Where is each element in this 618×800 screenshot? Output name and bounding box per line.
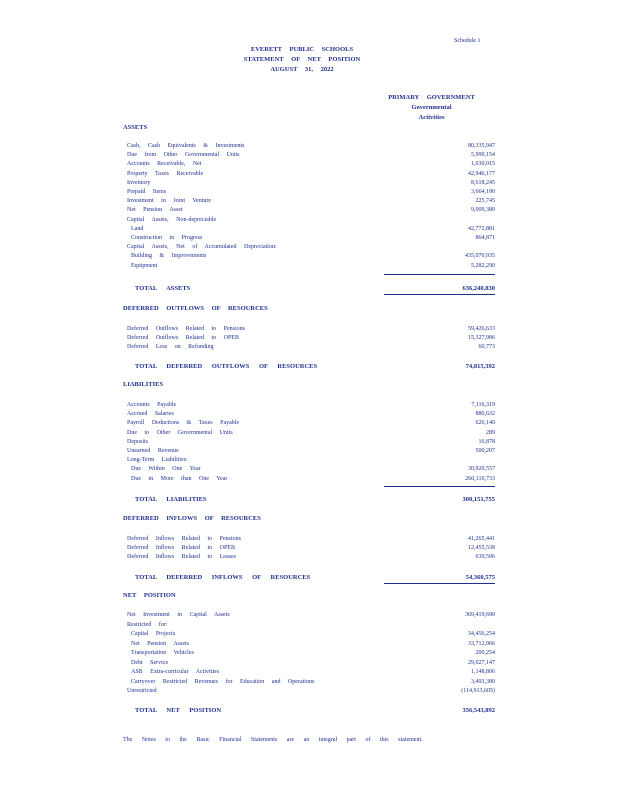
line-item-label: Inventory bbox=[127, 179, 151, 186]
line-item-row bbox=[123, 401, 495, 410]
total-net-position-row bbox=[123, 706, 495, 716]
line-item-row bbox=[123, 456, 495, 465]
line-item-value: 260,110,733 bbox=[465, 475, 495, 482]
line-item-row bbox=[123, 252, 495, 261]
line-item-label: Prepaid Items bbox=[127, 189, 167, 195]
line-item-value: 500,207 bbox=[475, 448, 495, 454]
column-header-governmental: Governmental bbox=[411, 104, 452, 111]
line-item-value: 60,773 bbox=[478, 344, 495, 351]
line-item-row bbox=[123, 438, 495, 447]
line-item-label: Accrued Salaries bbox=[127, 411, 174, 418]
line-item-value: 30,920,557 bbox=[468, 466, 495, 473]
line-item-row bbox=[123, 243, 495, 252]
line-item-row bbox=[123, 160, 495, 169]
line-item-row bbox=[123, 419, 495, 428]
line-item-row bbox=[123, 170, 495, 179]
line-item-label: Deferred Inflows Related to OPEB bbox=[127, 545, 235, 552]
line-item-value: 639,596 bbox=[475, 554, 495, 561]
line-item-value: 33,712,966 bbox=[468, 640, 495, 647]
line-item-label: Net Pension Asset bbox=[127, 207, 183, 214]
line-item-label: Deferred Outflows Related to Pensions bbox=[127, 326, 245, 332]
line-item-value: 880,632 bbox=[475, 411, 495, 418]
line-item-value: 369,419,690 bbox=[465, 612, 495, 618]
line-item-label: Building & Improvements bbox=[131, 253, 207, 260]
section-title-net-position: NET POSITION bbox=[123, 592, 176, 599]
line-item-row bbox=[123, 678, 495, 687]
total-assets-row bbox=[123, 284, 495, 294]
line-item-value: 3,493,380 bbox=[471, 678, 495, 685]
line-item-row bbox=[123, 234, 495, 243]
total-liabilities-label: TOTAL LIABILITIES bbox=[135, 496, 207, 503]
line-item-row bbox=[123, 621, 495, 630]
line-item-label: Land bbox=[131, 225, 144, 232]
line-item-row bbox=[123, 216, 495, 225]
line-item-value: 1,148,806 bbox=[471, 669, 495, 675]
statement-date: AUGUST 31, 2022 bbox=[270, 66, 334, 73]
line-item-row bbox=[123, 429, 495, 438]
line-item-row bbox=[123, 535, 495, 544]
section-title-deferred-outflows: DEFERRED OUTFLOWS OF RESOURCES bbox=[123, 305, 268, 312]
entity-name: EVERETT PUBLIC SCHOOLS bbox=[250, 46, 354, 53]
section-title-assets: ASSETS bbox=[123, 124, 148, 131]
line-item-label: Construction in Progress bbox=[131, 235, 203, 241]
line-item-value: 289 bbox=[486, 429, 495, 436]
line-item-row bbox=[123, 197, 495, 206]
line-item-value: 8,618,245 bbox=[471, 179, 495, 186]
line-item-row bbox=[123, 225, 495, 234]
line-item-value: 34,456,254 bbox=[468, 631, 495, 637]
line-item-row bbox=[123, 544, 495, 553]
line-item-row bbox=[123, 465, 495, 474]
schedule-label: Schedule 1 bbox=[454, 38, 481, 44]
line-item-label: Cash, Cash Equivalents & Investments bbox=[127, 143, 245, 149]
footnote: The Notes to the Basic Financial Statements are an integral part of this statement. bbox=[123, 737, 423, 743]
line-item-row bbox=[123, 649, 495, 658]
line-item-row bbox=[123, 611, 495, 620]
total-net-position-value: 356,543,892 bbox=[462, 707, 495, 714]
line-item-value: 3,664,190 bbox=[471, 189, 495, 195]
line-item-label: Capital Projects bbox=[131, 631, 176, 637]
total-assets-label: TOTAL ASSETS bbox=[135, 285, 191, 292]
line-item-label: Net Investment in Capital Assets bbox=[127, 612, 230, 618]
line-item-label: Carryover Restricted Revenues for Education and Operations bbox=[131, 678, 315, 685]
line-item-label: Due in More than One Year bbox=[131, 475, 228, 482]
line-item-label: Transportation Vehicles bbox=[131, 650, 194, 656]
line-item-value: 225,745 bbox=[475, 198, 495, 205]
line-item-row bbox=[123, 687, 495, 696]
line-item-value: 41,265,441 bbox=[468, 536, 495, 542]
line-item-label: Capital Assets, Non-depreciable bbox=[127, 216, 217, 223]
line-item-value: 29,027,147 bbox=[468, 659, 495, 666]
line-item-value: 5,282,290 bbox=[471, 262, 495, 269]
line-item-value: 626,140 bbox=[475, 420, 495, 427]
line-item-value: 1,030,015 bbox=[471, 161, 495, 168]
section-title-liabilities: LIABILITIES bbox=[123, 381, 164, 388]
column-header-activities: Activities bbox=[418, 114, 445, 121]
line-item-row bbox=[123, 659, 495, 668]
line-item-label: Deposits bbox=[127, 438, 148, 445]
line-item-value: 42,772,881 bbox=[468, 225, 495, 232]
line-item-value: 15,327,986 bbox=[468, 335, 495, 342]
line-item-row bbox=[123, 447, 495, 456]
line-item-row bbox=[123, 325, 495, 334]
liabilities-subtotal-rule bbox=[384, 486, 495, 487]
line-item-value: 12,455,538 bbox=[468, 545, 495, 552]
line-item-value: 5,990,154 bbox=[471, 152, 495, 159]
line-item-row bbox=[123, 640, 495, 649]
total-deferred-inflows-rule bbox=[384, 583, 495, 584]
total-deferred-inflows-label: TOTAL DEFERRED INFLOWS OF RESOURCES bbox=[135, 574, 311, 581]
section-title-deferred-inflows: DEFERRED INFLOWS OF RESOURCES bbox=[123, 515, 261, 522]
line-item-row bbox=[123, 206, 495, 215]
total-net-position-label: TOTAL NET POSITION bbox=[135, 707, 222, 714]
total-deferred-outflows-value: 74,815,392 bbox=[465, 363, 495, 370]
total-deferred-inflows-value: 54,360,575 bbox=[465, 574, 495, 581]
line-item-label: Restricted for: bbox=[127, 621, 168, 628]
total-assets-rule bbox=[384, 294, 495, 295]
line-item-value: 16,878 bbox=[478, 438, 495, 445]
line-item-value: 200,254 bbox=[475, 650, 495, 656]
line-item-label: Due to Other Governmental Units bbox=[127, 429, 233, 436]
line-item-label: Property Taxes Receivable bbox=[127, 170, 204, 177]
line-item-row bbox=[123, 151, 495, 160]
line-item-value: 7,116,319 bbox=[471, 402, 495, 408]
line-item-row bbox=[123, 334, 495, 343]
line-item-label: Deferred Loss on Refunding bbox=[127, 344, 214, 351]
line-item-label: Deferred Inflows Related to Pensions bbox=[127, 536, 241, 542]
line-item-row bbox=[123, 630, 495, 639]
line-item-value: 80,335,947 bbox=[468, 143, 495, 149]
line-item-label: Accounts Receivable, Net bbox=[127, 161, 202, 168]
line-item-label: ASB Extra-curricular Activities bbox=[131, 669, 219, 675]
statement-title: STATEMENT OF NET POSITION bbox=[243, 56, 361, 63]
total-assets-value: 636,240,830 bbox=[462, 285, 495, 292]
line-item-value: 9,009,380 bbox=[471, 207, 495, 214]
line-item-value: 435,070,935 bbox=[465, 253, 495, 260]
total-deferred-outflows-row bbox=[123, 362, 495, 372]
line-item-label: Debt Service bbox=[131, 659, 169, 666]
line-item-row bbox=[123, 262, 495, 271]
line-item-value: (114,913,605) bbox=[461, 688, 495, 694]
line-item-label: Due from Other Governmental Units bbox=[127, 152, 240, 159]
line-item-row bbox=[123, 410, 495, 419]
total-liabilities-row bbox=[123, 495, 495, 505]
line-item-value: 864,871 bbox=[475, 235, 495, 241]
line-item-row bbox=[123, 188, 495, 197]
line-item-label: Investment in Joint Venture bbox=[127, 198, 212, 205]
line-item-label: Deferred Outflows Related to OPEB bbox=[127, 335, 239, 342]
line-item-row bbox=[123, 668, 495, 677]
total-deferred-outflows-label: TOTAL DEFERRED OUTFLOWS OF RESOURCES bbox=[135, 363, 318, 370]
line-item-label: Deferred Inflows Related to Leases bbox=[127, 554, 236, 561]
line-item-label: Unearned Revenue bbox=[127, 448, 179, 454]
total-liabilities-value: 300,151,755 bbox=[462, 496, 495, 503]
line-item-value: 59,426,633 bbox=[468, 326, 495, 332]
line-item-label: Long-Term Liabilities: bbox=[127, 457, 188, 464]
line-item-label: Capital Assets, Net of Accumulated Depreciation: bbox=[127, 244, 277, 251]
line-item-row bbox=[123, 475, 495, 484]
assets-subtotal-rule bbox=[384, 274, 495, 275]
line-item-label: Accounts Payable bbox=[127, 402, 177, 408]
line-item-label: Payroll Deductions & Taxes Payable bbox=[127, 420, 240, 427]
line-item-row bbox=[123, 179, 495, 188]
line-item-label: Equipment bbox=[131, 262, 158, 269]
column-header-primary: PRIMARY GOVERNMENT bbox=[388, 94, 475, 101]
line-item-row bbox=[123, 553, 495, 562]
line-item-value: 42,946,177 bbox=[468, 170, 495, 177]
line-item-label: Due Within One Year bbox=[131, 466, 201, 473]
line-item-label: Unrestricted bbox=[127, 688, 157, 694]
line-item-label: Net Pension Assets bbox=[131, 640, 190, 647]
line-item-row bbox=[123, 142, 495, 151]
line-item-row bbox=[123, 343, 495, 352]
total-deferred-inflows-row bbox=[123, 573, 495, 583]
